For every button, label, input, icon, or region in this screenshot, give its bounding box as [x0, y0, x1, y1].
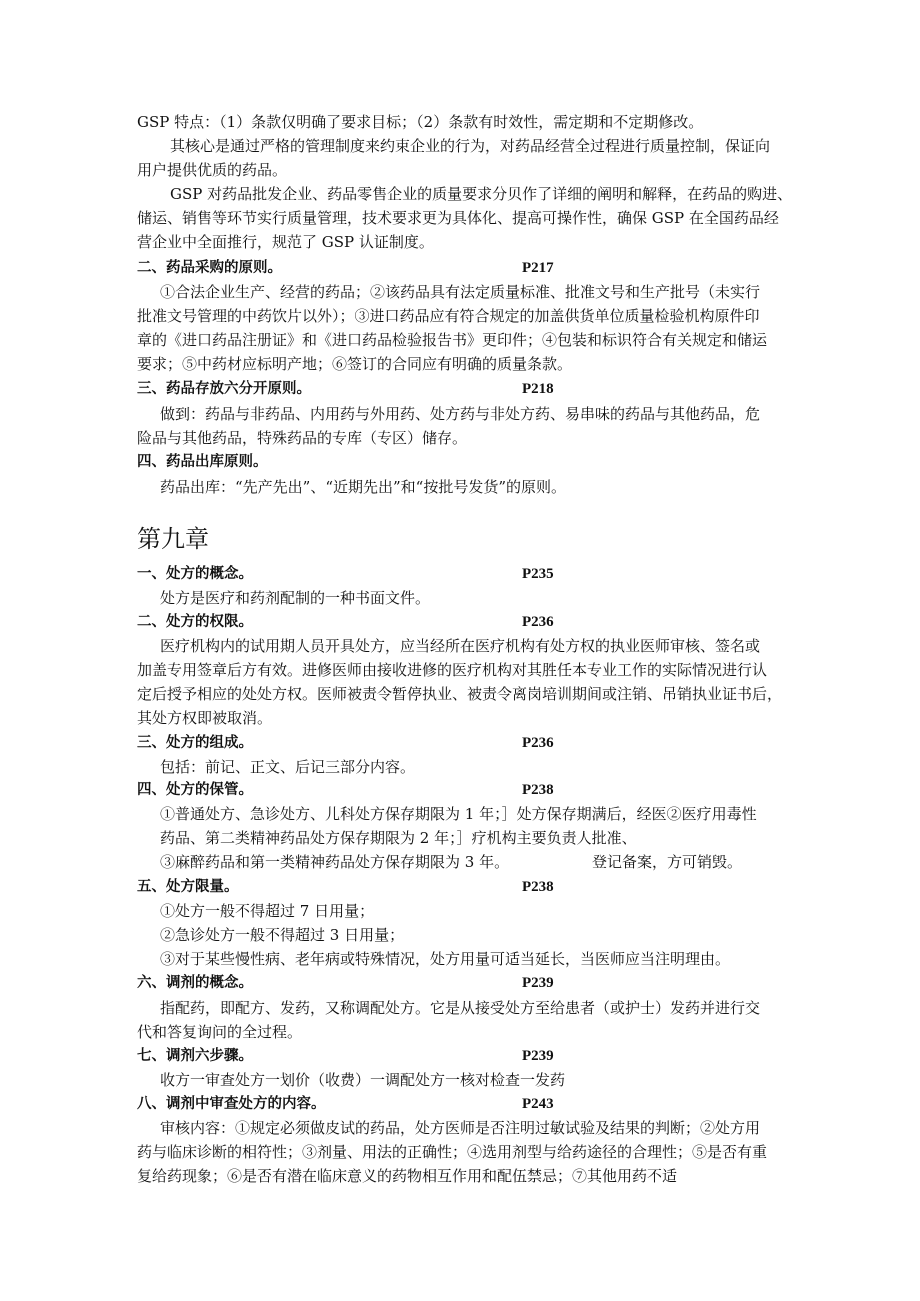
paragraph-line: 定后授予相应的处处方权。医师被责令暂停执业、被责令离岗培训期间或注销、吊销执业证书后， — [137, 685, 783, 703]
page-reference: P243 — [522, 1096, 554, 1112]
page-reference: P238 — [522, 782, 554, 798]
paragraph-line: 代和答复询问的全过程。 — [137, 1023, 303, 1041]
paragraph-line: 加盖专用签章后方有效。进修医师由接收进修的医疗机构对其胜任本专业工作的实际情况进行认 — [137, 661, 768, 679]
section-heading: 五、处方限量。 — [137, 879, 239, 895]
paragraph-line: ①处方一般不得超过 7 日用量； — [160, 902, 375, 920]
paragraph-line: 复给药现象；⑥是否有潜在临床意义的药物相互作用和配伍禁忌；⑦其他用药不适 — [137, 1167, 678, 1185]
page-reference: P235 — [522, 566, 554, 582]
paragraph-line: 险品与其他药品，特殊药品的专库（专区）储存。 — [137, 429, 468, 447]
paragraph-line: 章的《进口药品注册证》和《进口药品检验报告书》更印件；④包装和标识符合有关规定和储运 — [137, 331, 768, 349]
paragraph-line: 药与临床诊断的相符性；③剂量、用法的正确性；④选用剂型与给药途径的合理性；⑤是否有重 — [137, 1143, 768, 1161]
paragraph-line: 登记备案，方可销毁。 — [592, 853, 743, 871]
section-heading: 四、处方的保管。 — [137, 782, 253, 798]
paragraph-line: ①普通处方、急诊处方、儿科处方保存期限为 1 年；］处方保存期满后，经医②医疗用毒性 — [160, 805, 757, 823]
paragraph-line: 做到：药品与非药品、内用药与外用药、处方药与非处方药、易串味的药品与其他药品，危 — [160, 405, 761, 423]
section-heading: 六、调剂的概念。 — [137, 975, 253, 991]
core-line-2: 用户提供优质的药品。 — [137, 161, 288, 179]
page-reference: P236 — [522, 614, 554, 630]
section-heading: 二、处方的权限。 — [137, 614, 253, 630]
paragraph-line: ②急诊处方一般不得超过 3 日用量； — [160, 926, 405, 944]
paragraph-line: 审核内容：①规定必须做皮试的药品，处方医师是否注明过敏试验及结果的判断；②处方用 — [160, 1119, 761, 1137]
paragraph-line: 批准文号管理的中药饮片以外）；③进口药品应有符合规定的加盖供货单位质量检验机构原件印 — [137, 307, 760, 325]
paragraph-line: 药品、第二类精神药品处方保存期限为 2 年；］疗机构主要负责人批准、 — [160, 829, 637, 847]
gsp-features: GSP 特点：（1）条款仅明确了要求目标；（2）条款有时效性，需定期和不定期修改。 — [137, 113, 704, 131]
chapter-title: 第九章 — [137, 525, 209, 553]
paragraph-line: 药品出库：“先产先出”、“近期先出”和“按批号发货”的原则。 — [160, 478, 567, 496]
page-reference: P239 — [522, 975, 554, 991]
paragraph-line: 收方一审查处方一划价（收费）一调配处方一核对检查一发药 — [160, 1071, 566, 1089]
requirements-line-1: GSP 对药品批发企业、药品零售企业的质量要求分贝作了详细的阐明和解释，在药品的购进、 — [170, 185, 793, 203]
paragraph-line: 要求；⑤中药材应标明产地；⑥签订的合同应有明确的质量条款。 — [137, 355, 573, 373]
paragraph-line: 包括：前记、正文、后记三部分内容。 — [160, 758, 416, 776]
paragraph-line: ①合法企业生产、经营的药品；②该药品具有法定质量标准、批准文号和生产批号（未实行 — [160, 283, 761, 301]
page-reference: P218 — [522, 381, 554, 397]
core-line-1: 其核心是通过严格的管理制度来约束企业的行为，对药品经营全过程进行质量控制，保证向 — [170, 137, 771, 155]
section-heading: 三、处方的组成。 — [137, 735, 253, 751]
page-reference: P238 — [522, 879, 554, 895]
paragraph-line: 医疗机构内的试用期人员开具处方，应当经所在医疗机构有处方权的执业医师审核、签名或 — [160, 637, 761, 655]
section-heading: 八、调剂中审查处方的内容。 — [137, 1096, 326, 1112]
paragraph-line: 指配药，即配方、发药，又称调配处方。它是从接受处方至给患者（或护士）发药并进行交 — [160, 999, 761, 1017]
section-heading: 四、药品出库原则。 — [137, 454, 268, 470]
page-reference: P239 — [522, 1048, 554, 1064]
page-reference: P217 — [522, 260, 554, 276]
requirements-line-2: 储运、销售等环节实行质量管理，技术要求更为具体化、提高可操作性，确保 GSP 在全国药品经 — [137, 209, 779, 227]
section-heading: 七、调剂六步骤。 — [137, 1048, 253, 1064]
section-heading: 三、药品存放六分开原则。 — [137, 381, 311, 397]
requirements-line-3: 营企业中全面推行，规范了 GSP 认证制度。 — [137, 233, 434, 251]
paragraph-line: 处方是医疗和药剂配制的一种书面文件。 — [160, 589, 431, 607]
section-heading: 一、处方的概念。 — [137, 566, 253, 582]
paragraph-line: 其处方权即被取消。 — [137, 709, 273, 727]
section-heading: 二、药品采购的原则。 — [137, 260, 282, 276]
paragraph-line: ③麻醉药品和第一类精神药品处方保存期限为 3 年。 — [160, 853, 510, 871]
paragraph-line: ③对于某些慢性病、老年病或特殊情况，处方用量可适当延长，当医师应当注明理由。 — [160, 950, 731, 968]
page-reference: P236 — [522, 735, 554, 751]
